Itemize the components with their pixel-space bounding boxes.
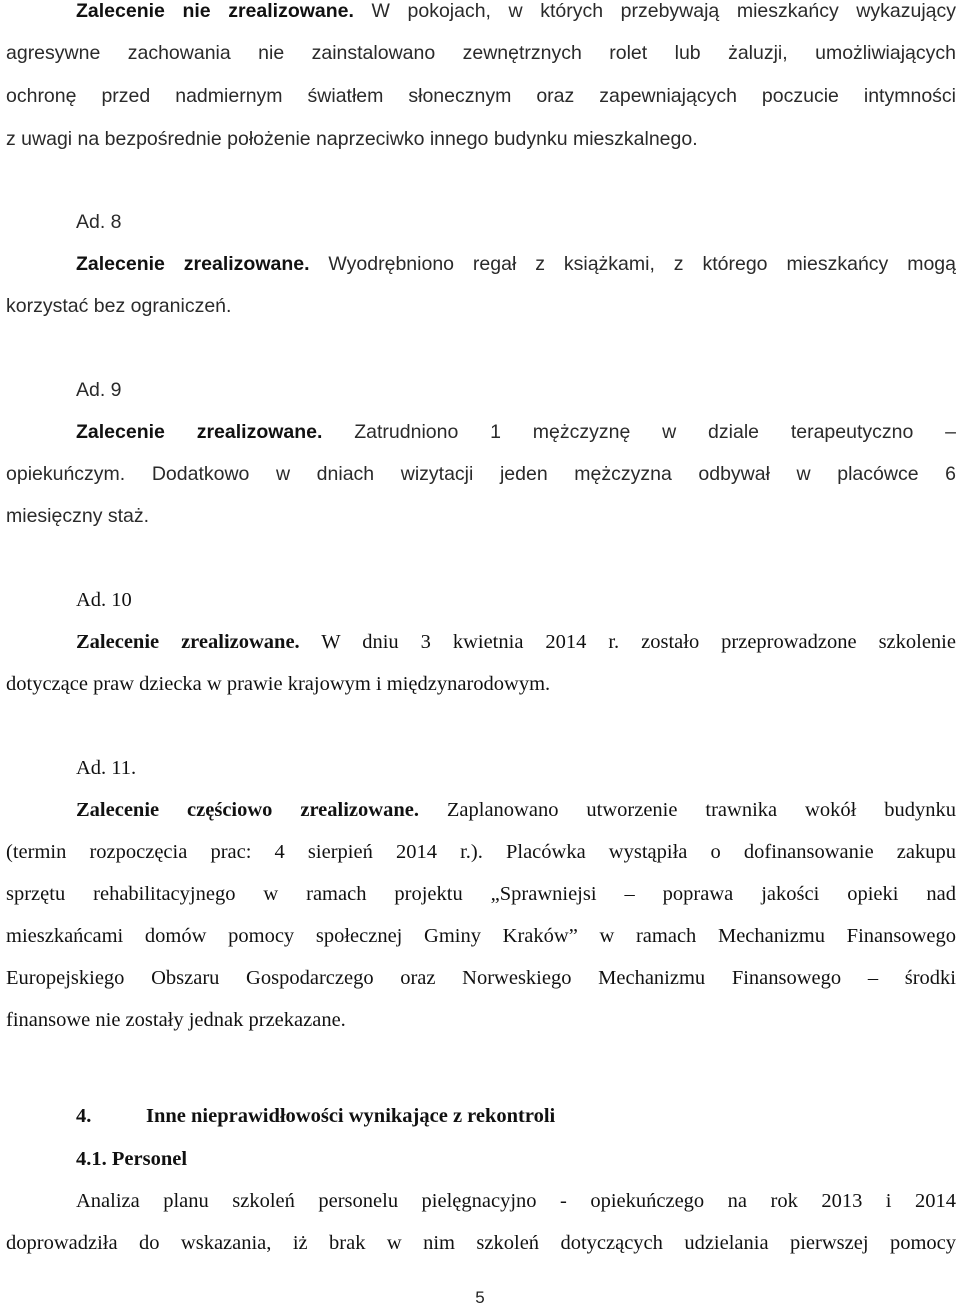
section-title: Inne nieprawidłowości wynikające z rekontroli bbox=[146, 1105, 556, 1127]
paragraph-line bbox=[6, 419, 956, 445]
paragraph-line bbox=[6, 0, 956, 24]
text-span: W dniu 3 kwietnia 2014 r. zostało przeprowadzone szkolenie bbox=[299, 631, 956, 653]
paragraph-line: doprowadziła do wskazania, iż brak w nim szkoleń dotyczących udzielania pierwszej pomocy bbox=[6, 1232, 956, 1254]
status-label: Zalecenie zrealizowane. bbox=[76, 421, 323, 443]
status-label: Zalecenie nie zrealizowane. bbox=[76, 0, 354, 22]
status-label: Zalecenie zrealizowane. bbox=[76, 253, 310, 275]
paragraph-line: (termin rozpoczęcia prac: 4 sierpień 2014 r.). Placówka wystąpiła o dofinansowanie zakupu bbox=[6, 841, 956, 863]
paragraph-line: finansowe nie zostały jednak przekazane. bbox=[6, 1009, 346, 1031]
paragraph-line: mieszkańcami domów pomocy społecznej Gminy Kraków” w ramach Mechanizmu Finansowego bbox=[6, 925, 956, 947]
status-label: Zalecenie częściowo zrealizowane. bbox=[76, 799, 419, 821]
paragraph-line bbox=[6, 797, 956, 823]
text-span: Zatrudniono 1 mężczyznę w dziale terapeutyczno – bbox=[322, 421, 956, 443]
text-span: W pokojach, w których przebywają mieszkańcy wykazujący bbox=[353, 0, 956, 22]
section-heading-ad11: Ad. 11. bbox=[76, 757, 137, 779]
subsection-heading bbox=[6, 1146, 956, 1172]
paragraph-line: agresywne zachowania nie zainstalowano zewnętrznych rolet lub żaluzji, umożliwiających bbox=[6, 42, 956, 64]
text-span: Zaplanowano utworzenie trawnika wokół budynku bbox=[418, 799, 956, 821]
status-label: Zalecenie zrealizowane. bbox=[76, 631, 300, 653]
section-4-heading bbox=[6, 1103, 956, 1129]
paragraph-line: Analiza planu szkoleń personelu pielęgnacyjno - opiekuńczego na rok 2013 i 2014 bbox=[76, 1190, 956, 1212]
paragraph-line: opiekuńczym. Dodatkowo w dniach wizytacji jeden mężczyzna odbywał w placówce 6 bbox=[6, 463, 956, 485]
section-heading-ad9: Ad. 9 bbox=[76, 379, 122, 401]
section-number: 4. bbox=[76, 1105, 92, 1127]
subsection-title: 4.1. Personel bbox=[76, 1148, 188, 1170]
paragraph-line: sprzętu rehabilitacyjnego w ramach projektu „Sprawniejsi – poprawa jakości opieki nad bbox=[6, 883, 956, 905]
paragraph-line: ochronę przed nadmiernym światłem słonecznym oraz zapewniających poczucie intymności bbox=[6, 85, 956, 107]
section-heading-ad10: Ad. 10 bbox=[76, 589, 132, 611]
paragraph-line bbox=[6, 629, 956, 655]
paragraph-line: miesięczny staż. bbox=[6, 505, 150, 527]
paragraph-line: dotyczące praw dziecka w prawie krajowym i międzynarodowym. bbox=[6, 673, 551, 695]
paragraph-line: Europejskiego Obszaru Gospodarczego oraz Norweskiego Mechanizmu Finansowego – środki bbox=[6, 967, 956, 989]
paragraph-line bbox=[6, 251, 956, 277]
page-number: 5 bbox=[475, 1288, 485, 1307]
text-span: Wyodrębniono regał z książkami, z którego mieszkańcy mogą bbox=[309, 253, 956, 275]
section-heading-ad8: Ad. 8 bbox=[76, 211, 122, 233]
paragraph-line: z uwagi na bezpośrednie położenie naprzeciwko innego budynku mieszkalnego. bbox=[6, 128, 698, 150]
paragraph-line: korzystać bez ograniczeń. bbox=[6, 295, 232, 317]
